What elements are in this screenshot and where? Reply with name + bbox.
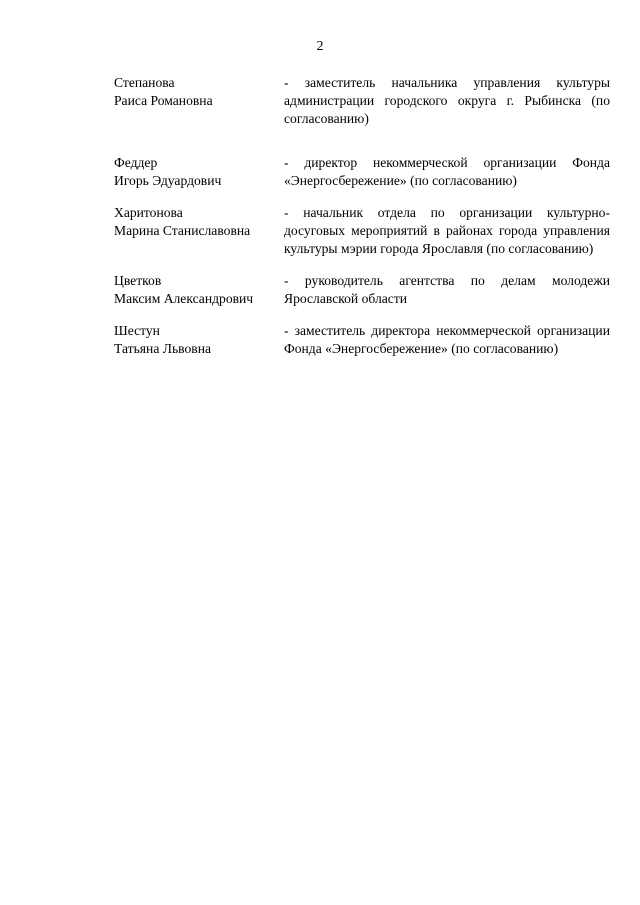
member-entry-tsvetkov — [114, 272, 610, 308]
member-entry-fedder — [114, 154, 610, 190]
entry-spacer — [114, 128, 610, 154]
page-number: 2 — [316, 39, 324, 54]
entry-spacer — [114, 190, 610, 204]
member-given-names: Раиса Романовна — [114, 93, 213, 108]
member-given-names: Татьяна Львовна — [114, 341, 212, 356]
entry-spacer — [114, 258, 610, 272]
member-entry-kharitonova — [114, 204, 610, 258]
member-entry-shestun — [114, 322, 610, 358]
member-surname: Феддер — [114, 155, 158, 170]
member-surname: Цветков — [114, 273, 162, 288]
member-surname: Шестун — [114, 323, 160, 338]
member-given-names: Максим Александрович — [114, 291, 254, 306]
member-role: - начальник отдела по организации культурно-досуговых мероприятий в районах города управления культуры мэрии города Ярославля (по согласованию) — [284, 205, 610, 256]
member-name — [114, 74, 284, 110]
member-role: - руководитель агентства по делам молодежи Ярославской области — [284, 273, 610, 306]
member-role: - заместитель начальника управления культуры администрации городского округа г. Рыбинска (по согласованию) — [284, 75, 610, 126]
member-name — [114, 272, 284, 308]
member-entry-stepanova — [114, 74, 610, 128]
member-name — [114, 204, 284, 240]
entry-spacer — [114, 308, 610, 322]
member-given-names: Игорь Эдуардович — [114, 173, 222, 188]
member-name — [114, 154, 284, 190]
member-surname: Харитонова — [114, 205, 183, 220]
committee-member-list — [114, 74, 610, 358]
member-role: - директор некоммерческой организации Фонда «Энергосбережение» (по согласованию) — [284, 155, 610, 188]
member-role: - заместитель директора некоммерческой организации Фонда «Энергосбережение» (по согласованию) — [284, 323, 610, 356]
member-name — [114, 322, 284, 358]
member-surname: Степанова — [114, 75, 175, 90]
member-given-names: Марина Станиславовна — [114, 223, 251, 238]
